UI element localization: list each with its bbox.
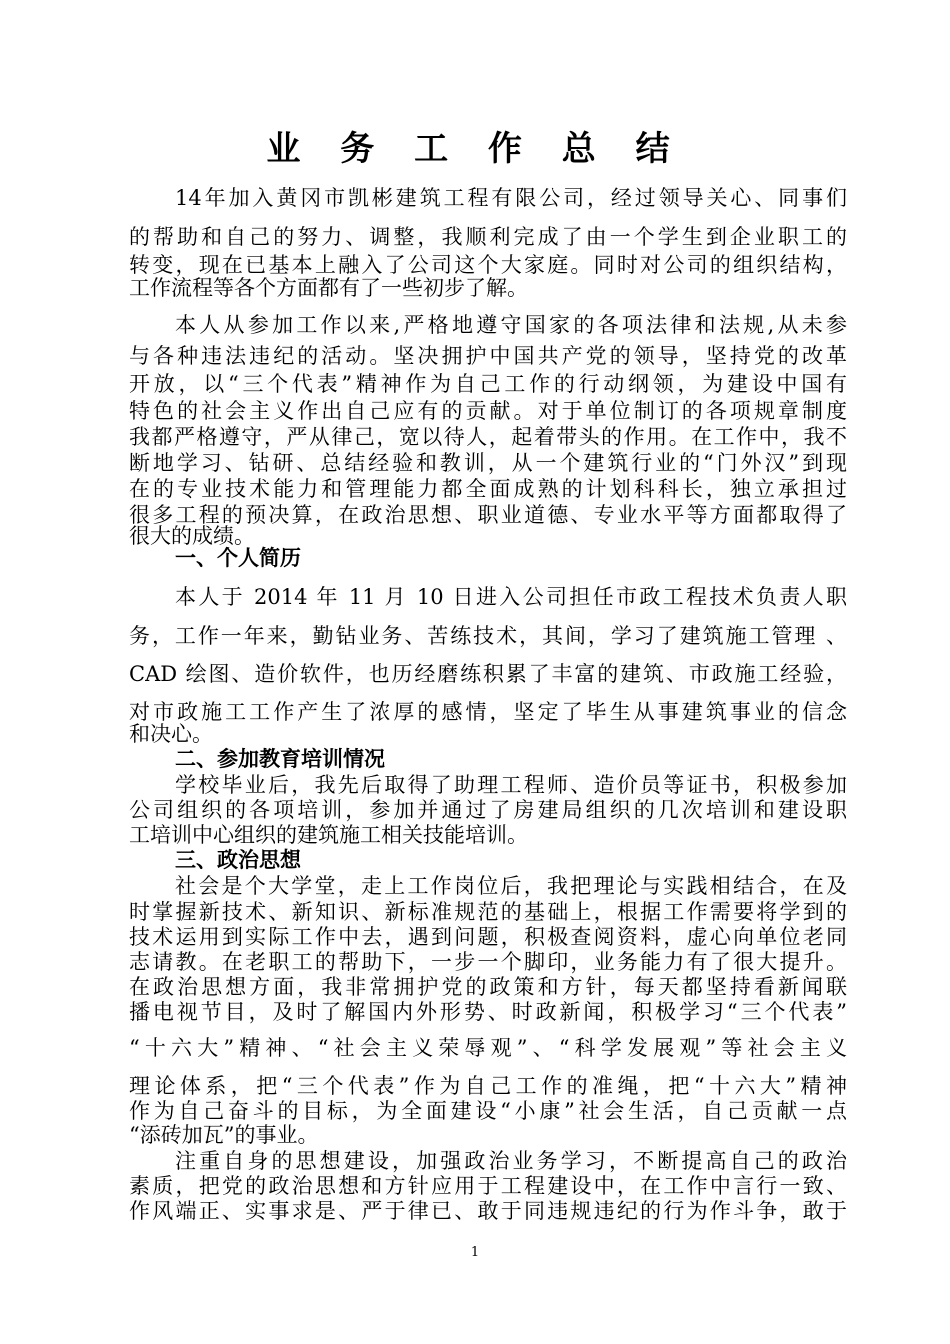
body-line: 很多工程的预决算，在政治思想、职业道德、专业水平等方面都取得了: [129, 503, 847, 527]
body-line: 在的专业技术能力和管理能力都全面成熟的计划科科长，独立承担过: [129, 477, 847, 501]
body-line: 作为自己奋斗的目标，为全面建设“小康”社会生活，自己贡献一点: [129, 1099, 847, 1123]
body-line: 公司组织的各项培训，参加并通过了房建局组织的几次培训和建设职: [129, 798, 847, 822]
body-line: 在政治思想方面，我非常拥护党的政策和方针，每天都坚持看新闻联: [129, 975, 847, 999]
body-line: 工作流程等各个方面都有了一些初步了解。: [129, 276, 528, 300]
body-line: 特色的社会主义作出自己应有的贡献。对于单位制订的各项规章制度: [129, 399, 847, 423]
page-number: 1: [470, 1245, 480, 1260]
body-line: 技术运用到实际工作中去，遇到问题，积极查阅资料，虚心向单位老同: [129, 925, 847, 949]
body-line: 本人于 2014 年 11 月 10 日进入公司担任市政工程技术负责人职: [175, 585, 847, 609]
body-line: 志请教。在老职工的帮助下，一步一个脚印，业务能力有了很大提升。: [129, 950, 847, 974]
body-line: 学校毕业后，我先后取得了助理工程师、造价员等证书，积极参加: [175, 773, 847, 797]
body-line: CAD 绘图、造价软件，也历经磨练积累了丰富的建筑、市政施工经验，: [129, 662, 847, 686]
body-line: “十六大”精神、“社会主义荣辱观”、“科学发展观”等社会主义: [129, 1036, 847, 1060]
body-line: 开放，以“三个代表”精神作为自己工作的行动纲领，为建设中国有: [129, 372, 847, 396]
body-line: 与各种违法违纪的活动。坚决拥护中国共产党的领导，坚持党的改革: [129, 344, 847, 368]
body-line: 作风端正、实事求是、严于律已、敢于同违规违纪的行为作斗争，敢于: [129, 1199, 847, 1223]
section-heading: 一、个人简历: [175, 546, 301, 570]
document-title: 业 务 工 作 总 结: [266, 129, 684, 169]
body-line: 的帮助和自己的努力、调整，我顺利完成了由一个学生到企业职工的: [129, 225, 847, 249]
body-line: 对市政施工工作产生了浓厚的感情，坚定了毕生从事建筑事业的信念: [129, 700, 847, 724]
body-line: 注重自身的思想建设，加强政治业务学习，不断提高自己的政治: [175, 1149, 847, 1173]
body-line: 本人从参加工作以来,严格地遵守国家的各项法律和法规,从未参: [175, 313, 847, 337]
body-line: 工培训中心组织的建筑施工相关技能培训。: [129, 823, 528, 847]
body-line: “添砖加瓦”的事业。: [129, 1123, 319, 1147]
body-line: 社会是个大学堂，走上工作岗位后，我把理论与实践相结合，在及: [175, 874, 847, 898]
section-heading: 二、参加教育培训情况: [175, 747, 385, 771]
section-heading: 三、政治思想: [175, 848, 301, 872]
body-line: 和决心。: [129, 722, 213, 746]
body-line: 很大的成绩。: [129, 524, 255, 548]
body-line: 素质，把党的政治思想和方针应用于工程建设中，在工作中言行一致、: [129, 1174, 847, 1198]
body-line: 断地学习、钻研、总结经验和教训，从一个建筑行业的“门外汉”到现: [129, 451, 847, 475]
body-line: 播电视节目，及时了解国内外形势、时政新闻，积极学习“三个代表”: [129, 1000, 847, 1024]
body-line: 转变，现在已基本上融入了公司这个大家庭。同时对公司的组织结构，: [129, 253, 847, 277]
body-line: 理论体系，把“三个代表”作为自己工作的准绳，把“十六大”精神: [129, 1074, 847, 1098]
body-line: 我都严格遵守，严从律己，宽以待人，起着带头的作用。在工作中，我不: [129, 425, 847, 449]
body-line: 14年加入黄冈市凯彬建筑工程有限公司，经过领导关心、同事们: [175, 186, 847, 210]
body-line: 务，工作一年来，勤钻业务、苦练技术，其间，学习了建筑施工管理 、: [129, 624, 847, 648]
body-line: 时掌握新技术、新知识、新标准规范的基础上，根据工作需要将学到的: [129, 900, 847, 924]
